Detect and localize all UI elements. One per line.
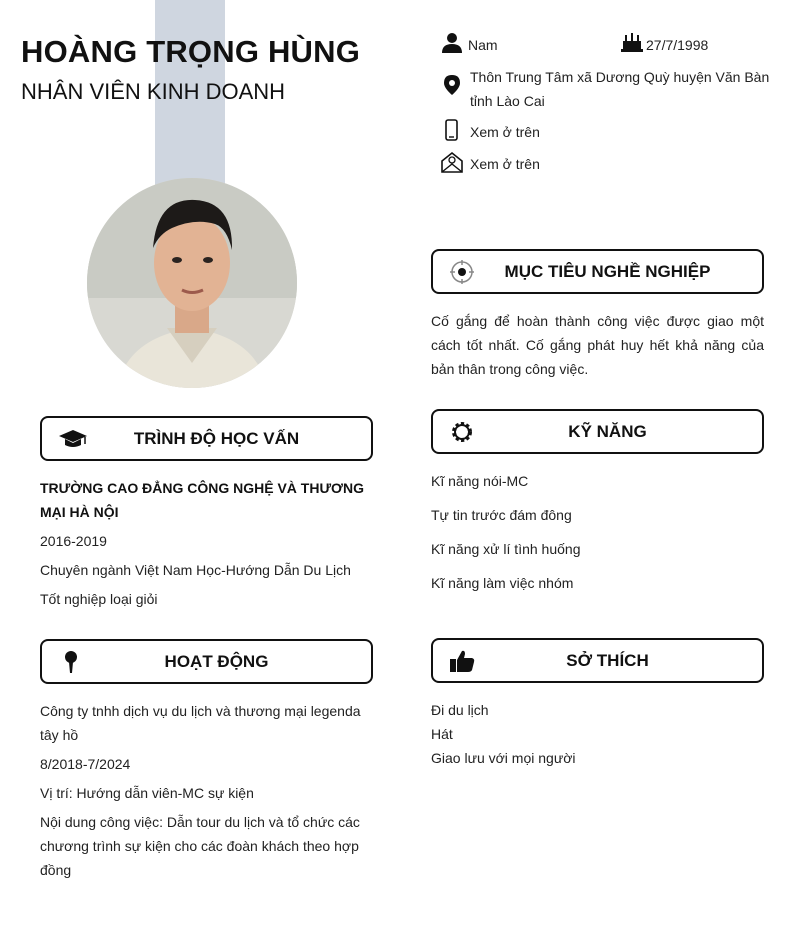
skill-item: Kĩ năng nói-MC xyxy=(431,473,529,489)
education-major: Chuyên ngành Việt Nam Học-Hướng Dẫn Du Lịch xyxy=(40,562,351,578)
contact-email xyxy=(441,151,641,177)
activities-header xyxy=(40,639,373,684)
skill-item: Kĩ năng xử lí tình huống xyxy=(431,541,581,557)
job-title: NHÂN VIÊN KINH DOANH xyxy=(21,79,286,104)
hobby-item: Giao lưu với mọi người xyxy=(431,750,576,766)
activity-description: Nội dung công việc: Dẫn tour du lịch và tổ chức các chương trình sự kiện cho các đoàn khách theo hợp đồng xyxy=(40,814,360,878)
skill-item: Kĩ năng làm việc nhóm xyxy=(431,575,574,591)
education-period: 2016-2019 xyxy=(40,533,107,549)
skill-item: Tự tin trước đám đông xyxy=(431,507,572,523)
hobbies-header xyxy=(431,638,764,683)
education-school: TRƯỜNG CAO ĐẲNG CÔNG NGHỆ VÀ THƯƠNG MẠI HÀ NỘI xyxy=(40,480,365,520)
phone-icon xyxy=(441,119,463,141)
contact-birthday xyxy=(621,31,791,57)
education-header xyxy=(40,416,373,461)
hobbies-title: SỞ THÍCH xyxy=(566,651,649,670)
skills-header xyxy=(431,409,764,454)
address-value: Thôn Trung Tâm xã Dương Quỳ huyện Văn Bàn tỉnh Lào Cai xyxy=(470,69,770,109)
email-icon xyxy=(441,151,463,173)
phone-value: Xem ở trên xyxy=(470,124,540,140)
contact-phone xyxy=(441,119,641,145)
profile-photo xyxy=(87,178,297,388)
education-title: TRÌNH ĐỘ HỌC VẤN xyxy=(133,429,300,448)
location-pin-icon xyxy=(441,74,463,96)
hobby-item: Hát xyxy=(431,726,453,742)
activity-company: Công ty tnhh dịch vụ du lịch và thương mại legenda tây hồ xyxy=(40,703,361,743)
education-result: Tốt nghiệp loại giỏi xyxy=(40,591,158,607)
activity-position: Vị trí: Hướng dẫn viên-MC sự kiện xyxy=(40,785,254,801)
profile-photo-illustration xyxy=(87,178,297,388)
skills-title: KỸ NĂNG xyxy=(568,422,647,441)
objective-title: MỤC TIÊU NGHỀ NGHIỆP xyxy=(504,262,711,281)
contact-address xyxy=(441,64,791,114)
candidate-name: HOÀNG TRỌNG HÙNG xyxy=(21,34,361,69)
gender-value: Nam xyxy=(468,37,498,53)
birthday-value: 27/7/1998 xyxy=(646,37,709,53)
objective-text: Cố gắng để hoàn thành công việc được giao một cách tốt nhất. Cố gắng phát huy hết khả năng của bản thân trong công việc. xyxy=(431,313,764,377)
cake-icon xyxy=(621,31,643,53)
person-icon xyxy=(441,32,463,54)
objective-header xyxy=(431,249,764,294)
contact-gender xyxy=(441,32,611,58)
email-value: Xem ở trên xyxy=(470,156,540,172)
hobby-item: Đi du lịch xyxy=(431,702,489,718)
activities-title: HOẠT ĐỘNG xyxy=(164,652,269,671)
activity-period: 8/2018-7/2024 xyxy=(40,756,131,772)
